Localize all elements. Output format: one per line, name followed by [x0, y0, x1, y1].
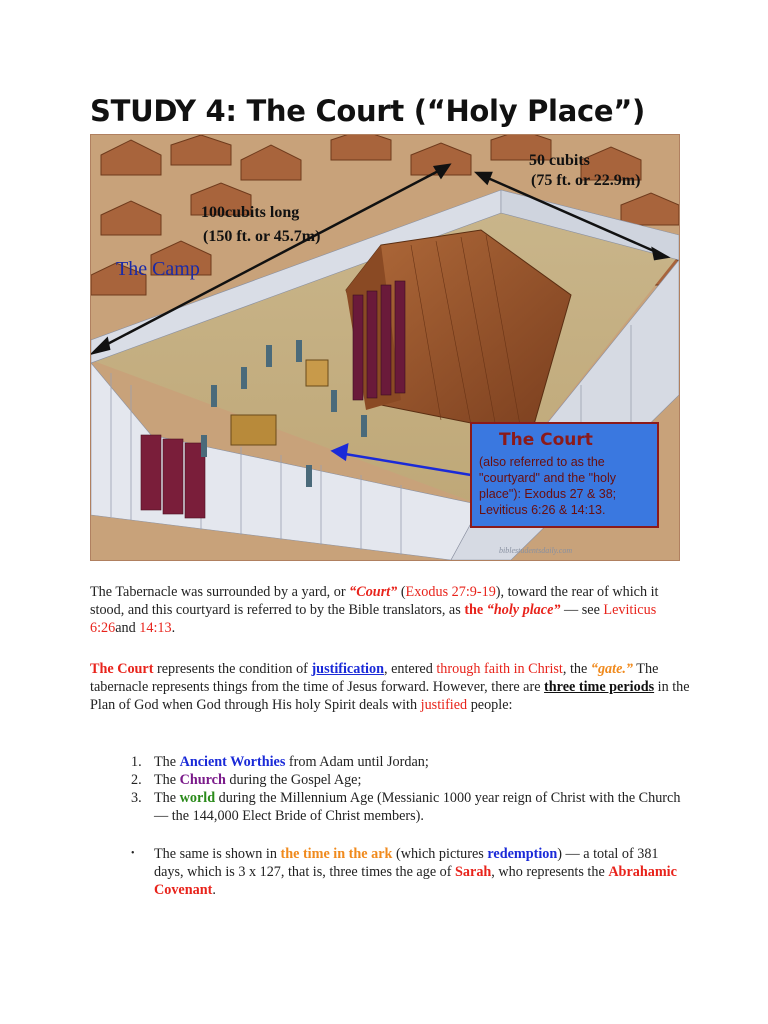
page-title: STUDY 4: The Court (“Holy Place”) [90, 94, 645, 128]
court-box-title: The Court [499, 430, 593, 450]
justification-link[interactable]: justification [311, 661, 384, 677]
court-term: “Court” [349, 584, 398, 600]
court-gate [141, 435, 205, 518]
width-label: 50 cubits [529, 152, 590, 169]
time-periods-term: three time periods [544, 679, 655, 695]
list-item: • The same is shown in the time in the ark (which pictures redemption) — a total of 381 days, which is 3 x 127, that is, three times the age of Sarah, who represents the Abrahamic Covenant. [131, 846, 677, 898]
ref-leviticus-6-26[interactable]: Leviticus 6:26 [90, 602, 657, 636]
length-label: 100cubits long [201, 204, 300, 221]
the-court-term: The Court [90, 661, 154, 677]
time-periods-list [90, 753, 690, 825]
paragraph-tabernacle-court: The Tabernacle was surrounded by a yard, or “Court” (Exodus 27:9-19), toward the rear of which it stood, and this courtyard is referred to by the Bible translators, as the “holy place” — see Leviticus 6:26and 14:13. [90, 584, 659, 636]
laver [306, 360, 328, 386]
gate-term: “gate.” [590, 661, 634, 677]
ref-exodus[interactable]: Exodus 27:9-19 [405, 584, 496, 600]
court-box-line-1: (also referred to as the [479, 455, 605, 469]
redemption-term: redemption [487, 846, 558, 862]
church-term: Church [179, 772, 226, 788]
sarah-term: Sarah [455, 864, 492, 880]
holy-place-term: “holy place” [483, 602, 561, 618]
list-item: 1. The Ancient Worthies from Adam until Jordan; [131, 754, 429, 770]
ancient-worthies-term: Ancient Worthies [179, 754, 286, 770]
bullet-list [90, 845, 690, 899]
brazen-altar [231, 415, 276, 445]
watermark: biblestudentsdaily.com [499, 546, 573, 555]
justified-term: justified [420, 697, 468, 713]
faith-in-christ-term: through faith in Christ [436, 661, 563, 677]
court-box-line-2: "courtyard" and the "holy [479, 471, 616, 485]
time-in-ark-term: the time in the ark [280, 846, 393, 862]
camp-label: The Camp [116, 258, 200, 280]
tabernacle-illustration [90, 134, 680, 561]
court-box-line-4: Leviticus 6:26 & 14:13. [479, 503, 606, 517]
paragraph-justification: The Court represents the condition of justification, entered through faith in Christ, the “gate.” The tabernacle represents things from the time of Jesus forward. However, there are three time periods in the Plan of God when God through His holy Spirit deals with justified people: [90, 661, 690, 713]
abrahamic-covenant-term: Abrahamic Covenant [154, 864, 677, 898]
court-box-line-3: place"): Exodus 27 & 38; [479, 487, 617, 501]
ref-leviticus-14-13[interactable]: 14:13 [139, 620, 172, 636]
list-item: 2. The Church during the Gospel Age; [131, 772, 362, 788]
list-item: 3. The world during the Millennium Age (Messianic 1000 year reign of Christ with the Church — the 144,000 Elect Bride of Christ members). [131, 790, 681, 824]
width-ft-label: (75 ft. or 22.9m) [531, 172, 641, 189]
bullet-icon: • [131, 848, 135, 859]
world-term: world [179, 790, 216, 806]
length-ft-label: (150 ft. or 45.7m) [203, 228, 321, 245]
